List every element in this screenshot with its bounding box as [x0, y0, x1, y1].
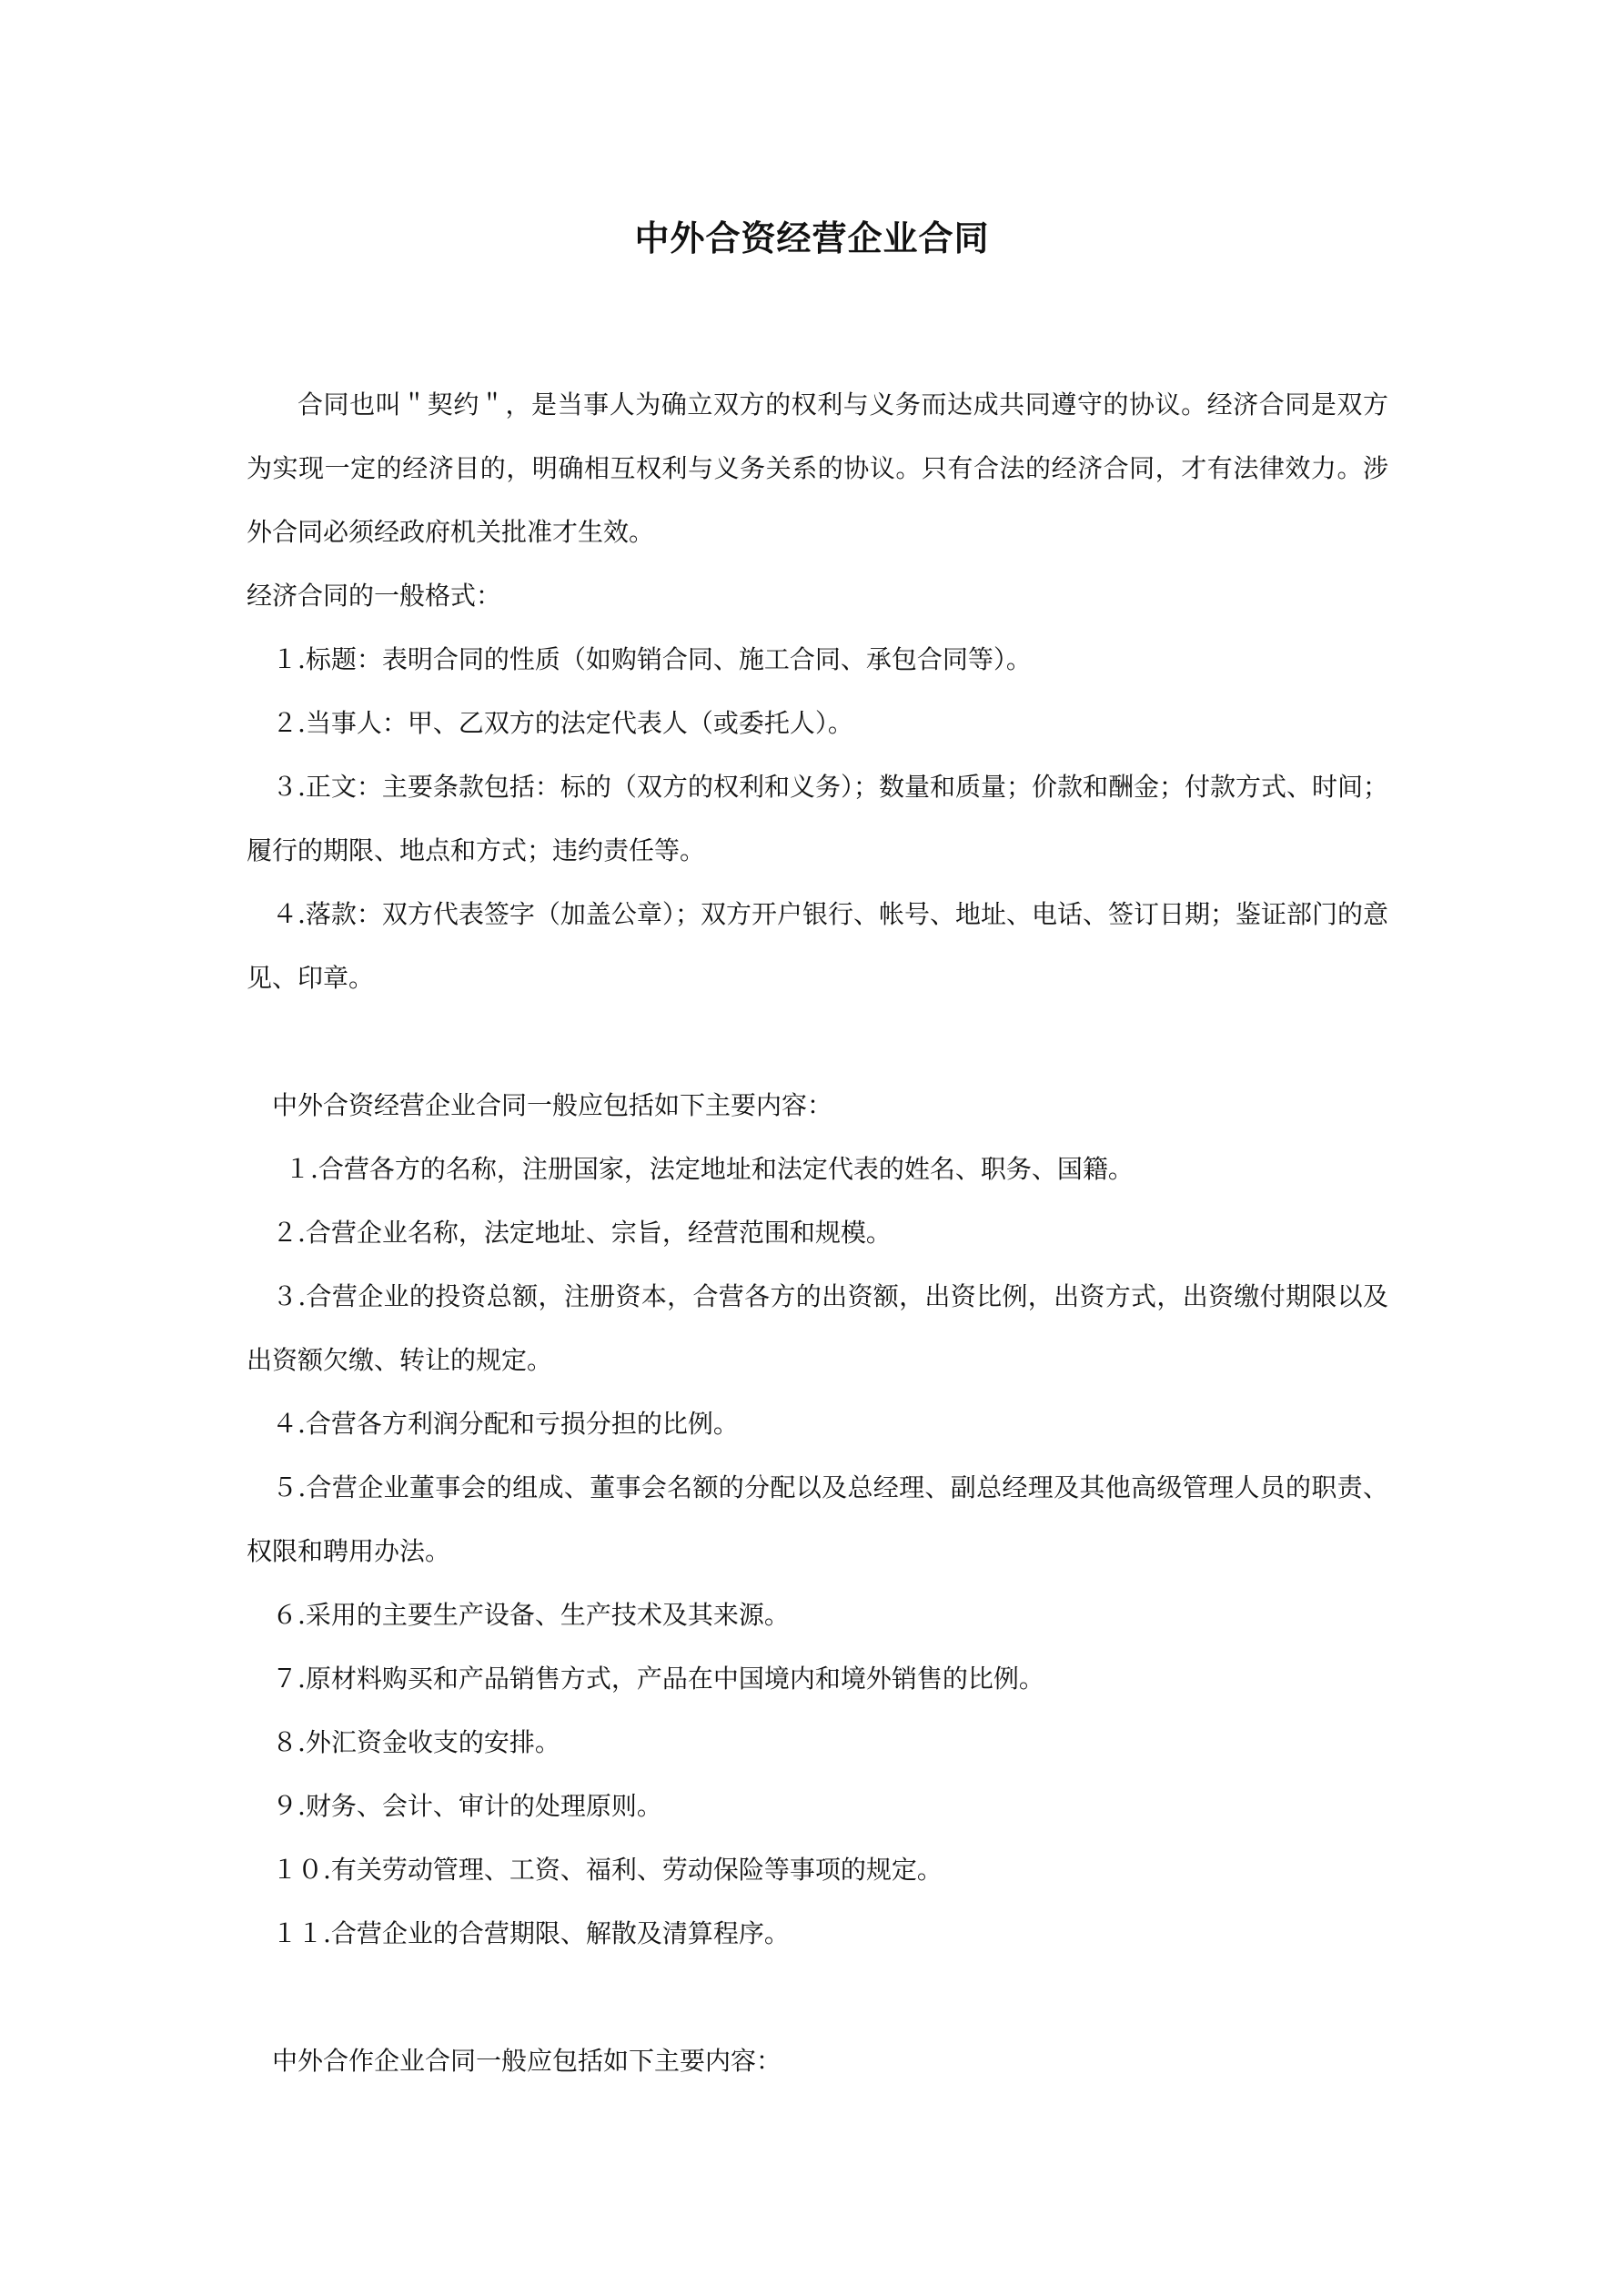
document-body [247, 373, 1388, 2093]
jv-item-2: ２.合营企业名称，法定地址、宗旨，经营范围和规模。 [272, 1218, 892, 1248]
jv-item-11: １１.合营企业的合营期限、解散及清算程序。 [272, 1918, 790, 1948]
format-item-4: ４.落款：双方代表签字（加盖公章）；双方开户银行、帐号、地址、电话、签订日期；鉴证部门的意见、印章。 [247, 899, 1388, 993]
jv-item-6: ６.采用的主要生产设备、生产技术及其来源。 [272, 1600, 790, 1630]
format-item-2: ２.当事人：甲、乙双方的法定代表人（或委托人）。 [272, 708, 853, 738]
jv-section-heading: 中外合资经营企业合同一般应包括如下主要内容： [272, 1090, 833, 1120]
jv-item-10: １０.有关劳动管理、工资、福利、劳动保险等事项的规定。 [272, 1855, 943, 1885]
coop-section-heading: 中外合作企业合同一般应包括如下主要内容： [272, 2046, 782, 2076]
format-heading: 经济合同的一般格式： [247, 581, 502, 611]
jv-item-4: ４.合营各方利润分配和亏损分担的比例。 [272, 1409, 739, 1439]
jv-item-1: １.合营各方的名称，注册国家，法定地址和法定代表的姓名、职务、国籍。 [285, 1154, 1134, 1184]
jv-item-8: ８.外汇资金收支的安排。 [272, 1727, 560, 1757]
section-spacer [247, 1010, 1388, 1074]
jv-item-3: ３.合营企业的投资总额，注册资本，合营各方的出资额，出资比例，出资方式，出资缴付期限以及出资额欠缴、转让的规定。 [247, 1281, 1388, 1375]
document-title: 中外合资经营企业合同 [634, 218, 990, 258]
format-item-1: １.标题：表明合同的性质（如购销合同、施工合同、承包合同等）。 [272, 644, 1032, 674]
format-item-3: ３.正文：主要条款包括：标的（双方的权利和义务）；数量和质量；价款和酬金；付款方式、时间；履行的期限、地点和方式；违约责任等。 [247, 772, 1388, 865]
section-spacer-2 [247, 1966, 1388, 2029]
jv-item-7: ７.原材料购买和产品销售方式，产品在中国境内和境外销售的比例。 [272, 1664, 1044, 1694]
intro-definition-paragraph: 合同也叫＂契约＂，是当事人为确立双方的权利与义务而达成共同遵守的协议。经济合同是双方为实现一定的经济目的，明确相互权利与义务关系的协议。只有合法的经济合同，才有法律效力。涉外合同必须经政府机关批准才生效。 [247, 389, 1388, 547]
jv-item-9: ９.财务、会计、审计的处理原则。 [272, 1791, 662, 1821]
jv-item-5: ５.合营企业董事会的组成、董事会名额的分配以及总经理、副总经理及其他高级管理人员的职责、权限和聘用办法。 [247, 1472, 1388, 1566]
